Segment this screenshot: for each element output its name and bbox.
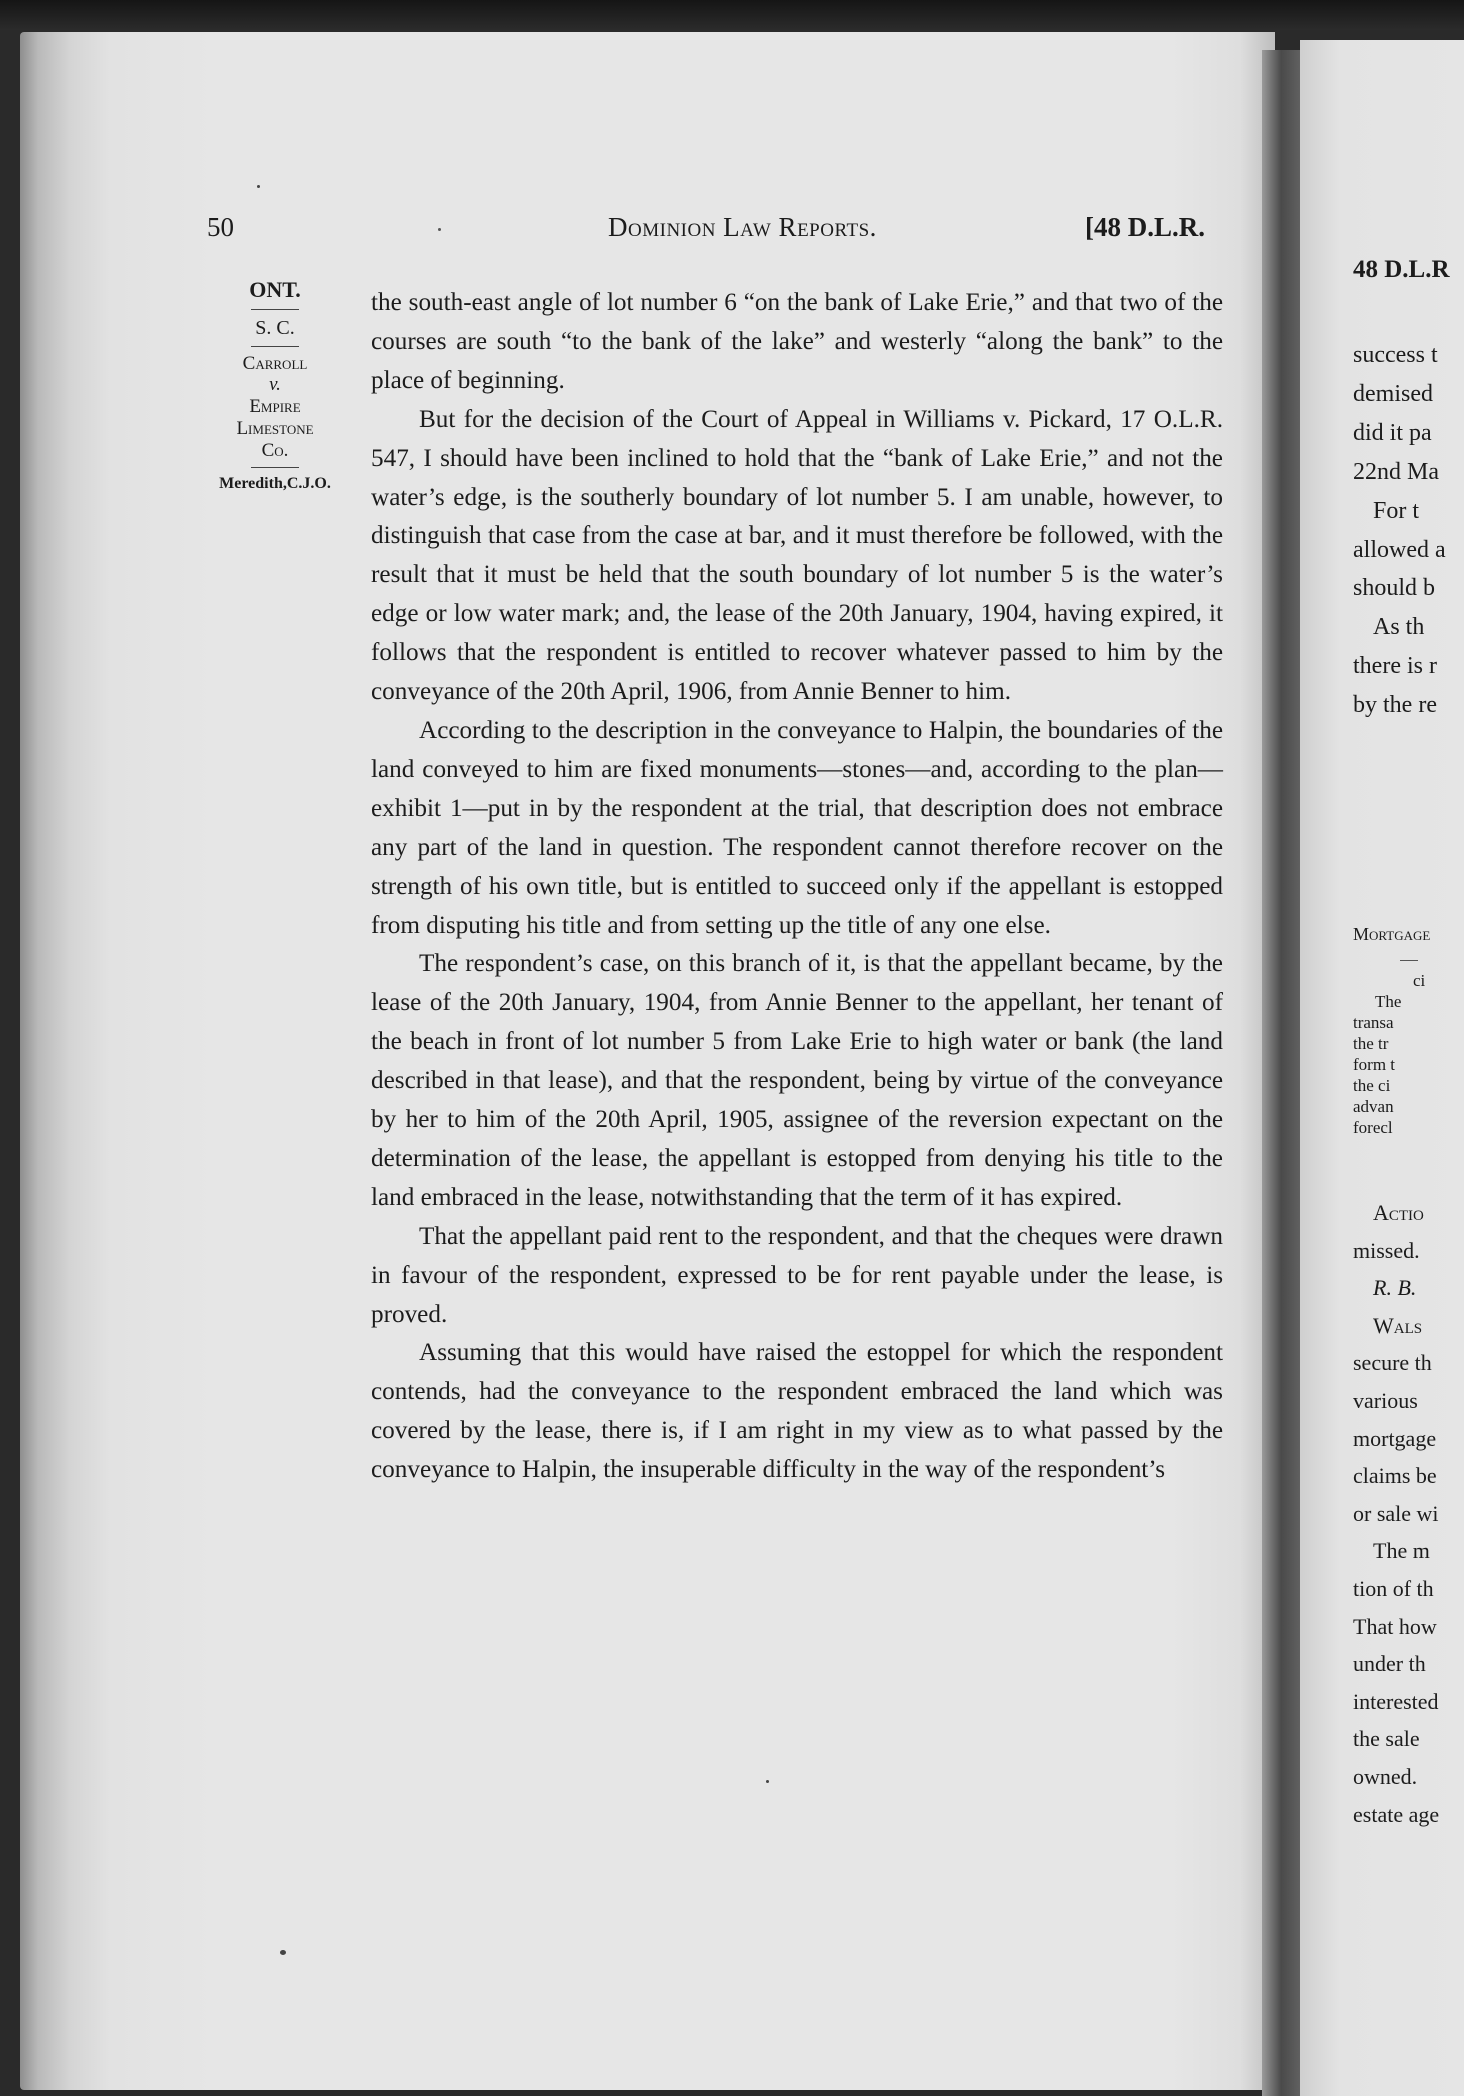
paragraph: But for the decision of the Court of Appeal in Williams v. Pickard, 17 O.L.R. 547, I should have been inclined to hold that the “bank of Lake Erie,” and not the water’s edge, is the southerly boundary of lot number 5. I am unable, however, to distinguish that case from the case at bar, and it must therefore be followed, with the result that it must be held that the south boundary of lot number 5 is the water’s edge or low water mark; and, the lease of the 20th January, 1904, having expired, it follows that the respondent is entitled to recover whatever passed to him by the conveyance of the 20th April, 1906, from Annie Benner to him. <box>371 405 1223 706</box>
judgment-text <box>371 284 1223 1490</box>
facing-headnote-line: forecl <box>1353 1118 1393 1137</box>
paragraph: Assuming that this would have raised the estoppel for which the respondent contends, had the conveyance to the respondent embraced the land which was covered by the lease, there is, if I am right in my view as to what passed by the conveyance to Halpin, the insuperable difficulty in the way of the respondent’s <box>371 1339 1223 1484</box>
province-label: ONT. <box>249 277 301 302</box>
scan-speck <box>438 228 441 231</box>
facing-page-marginal-heading: Mortgage <box>1353 924 1431 944</box>
paragraph: the south-east angle of lot number 6 “on the bank of Lake Erie,” and that two of the courses are south “to the bank of the lake” and westerly “along the bank” to the place of beginning. <box>371 289 1223 394</box>
facing-line: the sale <box>1353 1726 1420 1752</box>
margin-note <box>195 276 355 494</box>
facing-line: claims be <box>1353 1463 1437 1489</box>
facing-line: owned. <box>1353 1763 1418 1789</box>
paragraph: According to the description in the conveyance to Halpin, the boundaries of the land conveyed to him are fixed monuments—stones—and, according to the plan—exhibit 1—put in by the respondent at the trial, that description does not embrace any part of the land in question. The respondent cannot therefore recover on the strength of his own title, but is entitled to succeed only if the appellant is estopped from disputing his title and from setting up the title of any one else. <box>371 716 1223 939</box>
facing-line: success t <box>1353 342 1438 368</box>
facing-page-rule <box>1400 960 1418 961</box>
scan-speck <box>257 185 260 188</box>
margin-rule <box>251 346 299 347</box>
facing-line: Wals <box>1373 1312 1423 1338</box>
margin-rule <box>251 309 299 310</box>
facing-headnote-line: form t <box>1353 1055 1396 1074</box>
facing-line: Actio <box>1373 1200 1424 1225</box>
facing-line: various <box>1353 1387 1418 1413</box>
scan-top-edge <box>0 0 1464 30</box>
facing-headnote-line: the tr <box>1353 1034 1389 1053</box>
facing-page-headnote <box>1353 970 1425 1138</box>
facing-headnote-line: the ci <box>1353 1076 1391 1095</box>
facing-line: 22nd Ma <box>1353 458 1439 485</box>
facing-headnote-line: ci <box>1413 971 1426 990</box>
facing-headnote-line: transa <box>1353 1013 1394 1032</box>
facing-line: The m <box>1373 1538 1430 1564</box>
facing-line: should b <box>1353 575 1436 602</box>
facing-line: R. B. <box>1373 1275 1417 1301</box>
facing-line: As th <box>1373 614 1425 641</box>
facing-line: or sale wi <box>1353 1500 1439 1526</box>
volume-reference: [48 D.L.R. <box>1085 212 1205 242</box>
facing-line: demised <box>1353 380 1433 407</box>
facing-line: tion of th <box>1353 1575 1434 1601</box>
case-party-1: Carroll <box>242 352 308 374</box>
facing-line: That how <box>1353 1613 1437 1639</box>
case-party-2-line-1: Empire <box>249 396 301 418</box>
case-party-2-line-3: Co. <box>261 439 289 461</box>
facing-page <box>1300 40 1464 2096</box>
running-title: Dominion Law Reports. <box>608 212 877 242</box>
margin-rule <box>251 467 299 468</box>
case-versus: v. <box>269 374 281 396</box>
facing-headnote-line: advan <box>1353 1097 1394 1116</box>
scan-speck <box>766 1780 769 1783</box>
facing-headnote-line: The <box>1375 992 1402 1011</box>
facing-line: there is r <box>1353 653 1437 680</box>
case-party-2-line-2: Limestone <box>236 418 314 440</box>
facing-page-lines-bottom <box>1353 1194 1439 1833</box>
facing-line: under th <box>1353 1651 1426 1677</box>
facing-line: allowed a <box>1353 536 1446 563</box>
facing-line: interested <box>1353 1688 1439 1714</box>
page-number: 50 <box>207 212 234 242</box>
paragraph: The respondent’s case, on this branch of it, is that the appellant became, by the lease of the 20th January, 1904, from Annie Benner to the appellant, her tenant of the beach in front of lot number 5 from Lake Erie to high water or bank (the land described in that lease), and that the respondent, being by virtue of the conveyance by her to him of the 20th April, 1905, assignee of the reversion expectant on the determination of the lease, the appellant is estopped from denying his title to the land embraced in the lease, notwithstanding that the term of it has expired. <box>371 950 1223 1211</box>
judge-name: Meredith,C.J.O. <box>219 474 331 492</box>
facing-page-header: 48 D.L.R <box>1353 256 1450 283</box>
facing-line: by the re <box>1353 692 1437 719</box>
facing-line: For t <box>1373 497 1420 524</box>
paragraph: That the appellant paid rent to the respondent, and that the cheques were drawn in favour of the respondent, expressed to be for rent payable under the lease, is proved. <box>371 1222 1223 1328</box>
facing-line: estate age <box>1353 1801 1440 1827</box>
facing-line: secure th <box>1353 1350 1432 1376</box>
scan-speck <box>280 1950 286 1955</box>
facing-line: missed. <box>1353 1237 1420 1263</box>
facing-line: mortgage <box>1353 1425 1437 1451</box>
facing-line: did it pa <box>1353 419 1432 446</box>
court-label: S. C. <box>255 316 295 339</box>
facing-page-lines-top <box>1353 336 1446 725</box>
